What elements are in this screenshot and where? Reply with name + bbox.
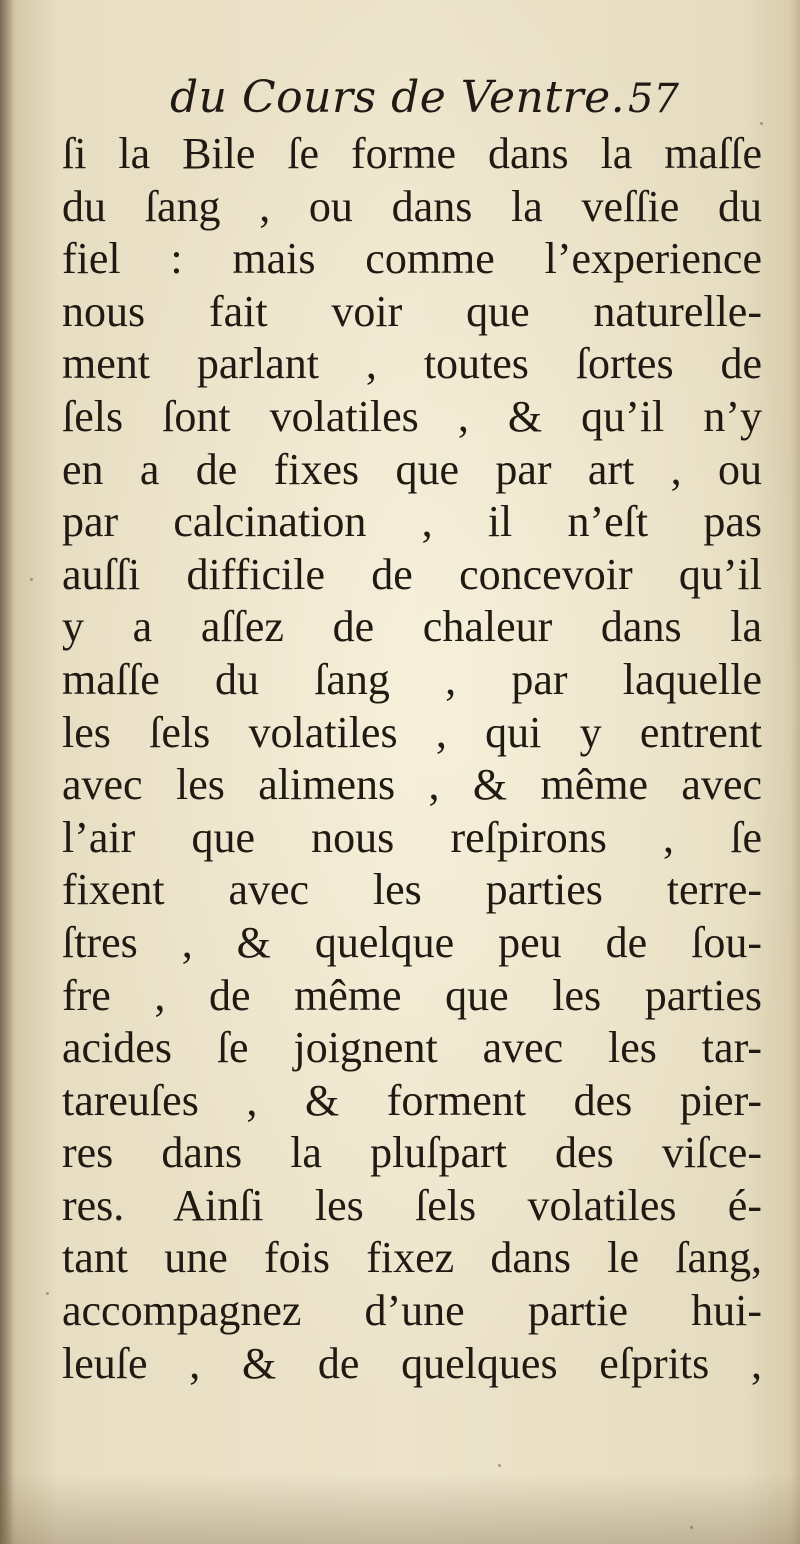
text-line: leuſe , & de quelques eſprits , [62, 1338, 762, 1388]
text-line: les ſels volatiles , qui y entrent [62, 707, 762, 757]
text-line: res. Ainſi les ſels volatiles é- [62, 1180, 762, 1230]
text-line: nous fait voir que naturelle- [62, 286, 762, 336]
text-line: res dans la pluſpart des viſce- [62, 1128, 762, 1178]
running-head [0, 72, 800, 132]
text-line: ſtres , & quelque peu de ſou- [62, 917, 762, 967]
text-line: par calcination , il n’eſt pas [62, 497, 762, 547]
gutter-shadow [0, 0, 14, 1544]
text-line: maſſe du ſang , par laquelle [62, 654, 762, 704]
text-line: y a aſſez de chaleur dans la [62, 602, 762, 652]
body-text [62, 128, 762, 1390]
text-line: en a de fixes que par art , ou [62, 444, 762, 494]
text-line: accompagnez d’une partie hui- [62, 1286, 762, 1336]
text-line: ment parlant , toutes ſortes de [62, 339, 762, 389]
text-line: acides ſe joignent avec les tar- [62, 1023, 762, 1073]
text-line: du ſang , ou dans la veſſie du [62, 181, 762, 231]
text-line: auſſi difficile de concevoir qu’il [62, 549, 762, 599]
text-line: tant une fois fixez dans le ſang, [62, 1233, 762, 1283]
page-number: 57 [628, 76, 679, 122]
paper-speck [46, 1292, 49, 1295]
text-line: ſels ſont volatiles , & qu’il n’y [62, 391, 762, 441]
text-line: fiel : mais comme l’experience [62, 234, 762, 284]
text-line: l’air que nous reſpirons , ſe [62, 812, 762, 862]
paper-speck [30, 578, 33, 581]
text-line: fre , de même que les parties [62, 970, 762, 1020]
text-line: tareuſes , & forment des pier- [62, 1075, 762, 1125]
running-head-title: du Cours de Ventre. [170, 72, 626, 123]
paper-speck [690, 1526, 693, 1529]
text-line: fixent avec les parties terre- [62, 865, 762, 915]
text-line: avec les alimens , & même avec [62, 760, 762, 810]
paper-speck [498, 1464, 501, 1467]
page-bottom-edge [0, 1474, 800, 1544]
text-line: ſi la Bile ſe forme dans la maſſe [62, 129, 762, 178]
